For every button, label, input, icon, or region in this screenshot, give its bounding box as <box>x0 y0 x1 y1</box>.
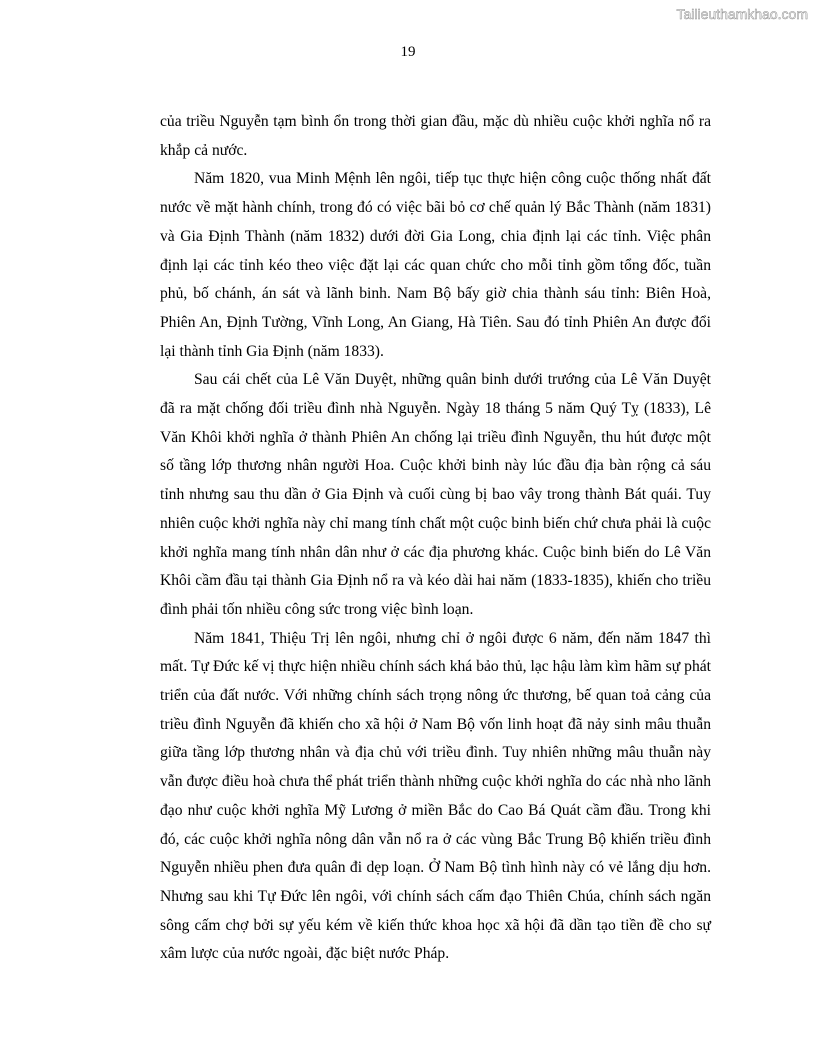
page-number: 19 <box>400 44 416 60</box>
paragraph-continuation: của triều Nguyễn tạm bình ổn trong thời gian đầu, mặc dù nhiều cuộc khởi nghĩa nổ ra khắp cả nước. <box>160 113 711 159</box>
paragraph-minh-menh: Năm 1820, vua Minh Mệnh lên ngôi, tiếp tục thực hiện công cuộc thống nhất đất nước về mặt hành chính, trong đó có việc bãi bỏ cơ chế quản lý Bắc Thành (năm 1831) và Gia Định Thành (năm 1832) dưới đời Gia Long, chia định lại các tỉnh. Việc phân định lại các tỉnh kéo theo việc đặt lại các quan chức cho mỗi tỉnh gồm tổng đốc, tuần phủ, bố chánh, án sát và lãnh binh. Nam Bộ bấy giờ chia thành sáu tỉnh: Biên Hoà, Phiên An, Định Tường, Vĩnh Long, An Giang, Hà Tiên. Sau đó tỉnh Phiên An được đổi lại thành tỉnh Gia Định (năm 1833). <box>160 170 711 360</box>
watermark-text: Tailieuthamkhao.com <box>676 6 808 22</box>
document-body <box>160 108 711 969</box>
paragraph-thieu-tri-tu-duc: Năm 1841, Thiệu Trị lên ngôi, nhưng chỉ ở ngôi được 6 năm, đến năm 1847 thì mất. Tự Đức kế vị thực hiện nhiều chính sách khá bảo thủ, lạc hậu làm kìm hãm sự phát triển của đất nước. Với những chính sách trọng nông ức thương, bế quan toả cảng của triều đình Nguyễn đã khiến cho xã hội ở Nam Bộ vốn linh hoạt đã nảy sinh mâu thuẫn giữa tầng lớp thương nhân và địa chủ với triều đình. Tuy nhiên những mâu thuẫn này vẫn được điều hoà chưa thể phát triển thành những cuộc khởi nghĩa do các nhà nho lãnh đạo như cuộc khởi nghĩa Mỹ Lương ở miền Bắc do Cao Bá Quát cầm đầu. Trong khi đó, các cuộc khởi nghĩa nông dân vẫn nổ ra ở các vùng Bắc Trung Bộ khiến triều đình Nguyễn nhiều phen đưa quân đi dẹp loạn. Ở Nam Bộ tình hình này có vẻ lắng dịu hơn. Nhưng sau khi Tự Đức lên ngôi, với chính sách cấm đạo Thiên Chúa, chính sách ngăn sông cấm chợ bởi sự yếu kém về kiến thức khoa học xã hội đã dần tạo tiền đề cho sự xâm lược của nước ngoài, đặc biệt nước Pháp. <box>160 629 711 963</box>
paragraph-le-van-khoi: Sau cái chết của Lê Văn Duyệt, những quân binh dưới trướng của Lê Văn Duyệt đã ra mặt chống đối triều đình nhà Nguyễn. Ngày 18 tháng 5 năm Quý Tỵ (1833), Lê Văn Khôi khởi nghĩa ở thành Phiên An chống lại triều đình Nguyễn, thu hút được một số tầng lớp thương nhân người Hoa. Cuộc khởi binh này lúc đầu địa bàn rộng cả sáu tỉnh nhưng sau thu dần ở Gia Định và cuối cùng bị bao vây trong thành Bát quái. Tuy nhiên cuộc khởi nghĩa này chỉ mang tính chất một cuộc binh biến chứ chưa phải là cuộc khởi nghĩa mang tính nhân dân như ở các địa phương khác. Cuộc binh biến do Lê Văn Khôi cầm đầu tại thành Gia Định nổ ra và kéo dài hai năm (1833-1835), khiến cho triều đình phải tốn nhiều công sức trong việc bình loạn. <box>160 371 711 618</box>
